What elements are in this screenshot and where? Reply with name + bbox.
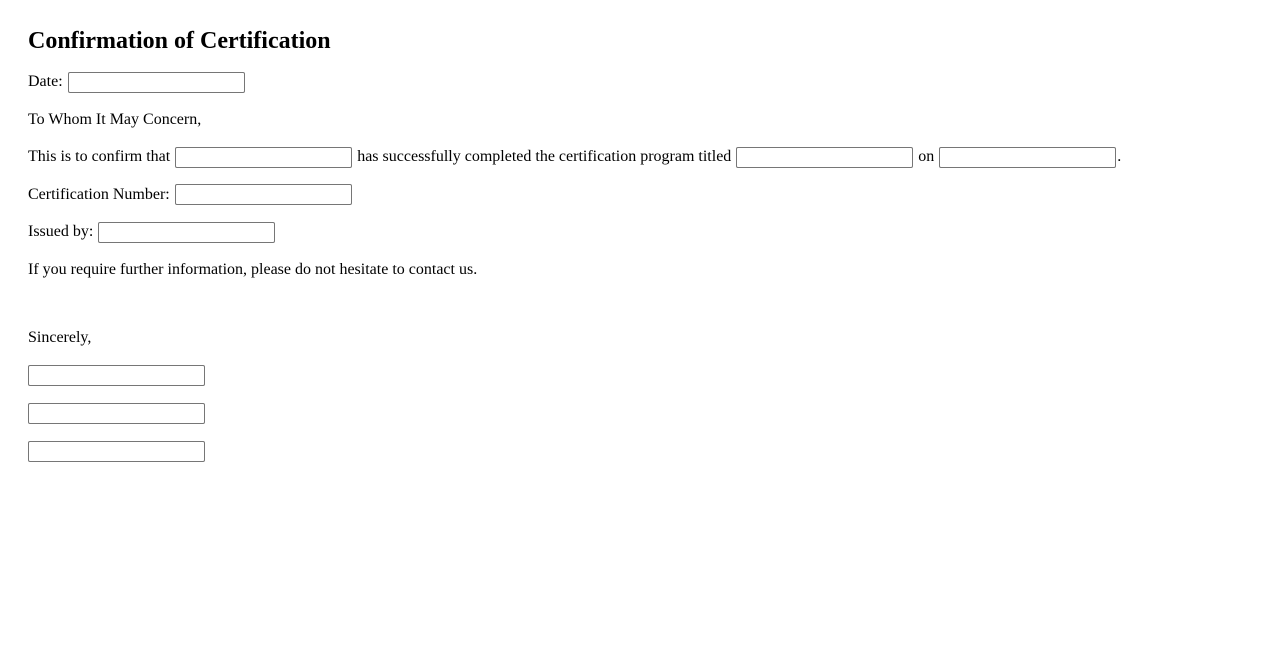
page-title: Confirmation of Certification — [28, 28, 331, 54]
certification-number-input[interactable] — [175, 184, 352, 205]
confirm-suffix-text: . — [1117, 147, 1122, 165]
confirmation-row — [28, 146, 1250, 168]
issued-by-label: Issued by: — [28, 223, 94, 241]
signature-row-2 — [28, 402, 1250, 424]
completion-date-input[interactable] — [939, 147, 1116, 168]
confirm-middle-text: has successfully completed the certification program titled — [357, 147, 732, 165]
signature-row-1 — [28, 364, 1250, 386]
recipient-name-input[interactable] — [175, 147, 352, 168]
signature-organization-input[interactable] — [28, 441, 205, 462]
certification-number-row — [28, 184, 1250, 206]
signature-title-input[interactable] — [28, 403, 205, 424]
closing-note: If you require further information, please do not hesitate to contact us. — [28, 261, 478, 279]
confirm-on-text: on — [918, 147, 935, 165]
date-input[interactable] — [68, 72, 245, 93]
issued-by-row — [28, 221, 1250, 243]
issued-by-input[interactable] — [98, 222, 275, 243]
program-title-input[interactable] — [736, 147, 913, 168]
date-row — [28, 71, 1250, 93]
signature-name-input[interactable] — [28, 365, 205, 386]
salutation: To Whom It May Concern, — [28, 110, 202, 128]
date-label: Date: — [28, 73, 63, 90]
signature-row-3 — [28, 440, 1250, 462]
sign-off: Sincerely, — [28, 329, 92, 347]
confirm-prefix-text: This is to confirm that — [28, 147, 171, 165]
certification-number-label: Certification Number: — [28, 185, 170, 203]
